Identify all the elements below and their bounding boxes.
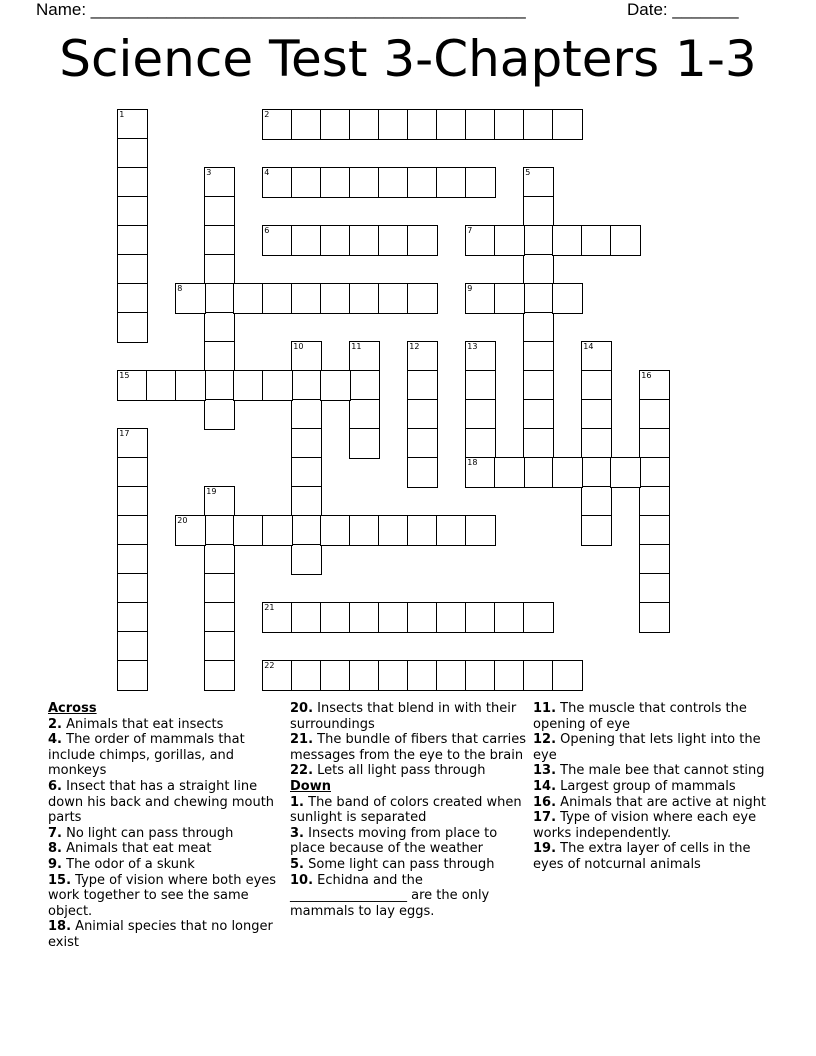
clue-item <box>48 779 286 826</box>
clue-text: Lets all light pass through <box>317 763 486 779</box>
grid-cell[interactable] <box>523 109 554 140</box>
clue-item <box>290 857 528 873</box>
grid-cell[interactable] <box>146 370 177 401</box>
grid-cell[interactable] <box>262 602 293 633</box>
grid-cell[interactable] <box>291 515 322 546</box>
clue-item <box>48 732 286 779</box>
clue-number: 1. <box>290 794 304 810</box>
grid-cell[interactable] <box>320 515 351 546</box>
clue-number: 15. <box>48 872 72 888</box>
grid-cell[interactable] <box>581 515 612 546</box>
grid-cell[interactable] <box>407 515 438 546</box>
grid-cell[interactable] <box>117 167 148 198</box>
clue-number: 20. <box>290 701 314 716</box>
clue-number-label: 10 <box>293 342 304 352</box>
grid-cell[interactable] <box>552 457 583 488</box>
grid-cell[interactable] <box>494 225 525 256</box>
grid-cell[interactable] <box>523 283 554 314</box>
clue-item <box>48 841 286 857</box>
grid-cell[interactable] <box>581 399 612 430</box>
grid-cell[interactable] <box>465 457 496 488</box>
grid-cell[interactable] <box>117 254 148 285</box>
grid-cell[interactable] <box>349 167 380 198</box>
grid-cell[interactable] <box>523 602 554 633</box>
grid-cell[interactable] <box>349 428 380 459</box>
grid-cell[interactable] <box>117 109 148 140</box>
grid-cell[interactable] <box>349 660 380 691</box>
grid-cell[interactable] <box>639 515 670 546</box>
clue-text: The odor of a skunk <box>66 856 195 872</box>
grid-cell[interactable] <box>581 486 612 517</box>
grid-cell[interactable] <box>494 602 525 633</box>
clue-number: 3. <box>290 825 304 841</box>
clues-column-3 <box>533 701 771 873</box>
grid-cell[interactable] <box>639 602 670 633</box>
grid-cell[interactable] <box>320 370 351 401</box>
grid-cell[interactable] <box>175 283 206 314</box>
grid-cell[interactable] <box>117 631 148 662</box>
across-heading: Across <box>48 701 97 716</box>
grid-cell[interactable] <box>552 283 583 314</box>
grid-cell[interactable] <box>436 109 467 140</box>
clue-number-label: 8 <box>177 284 183 294</box>
grid-cell[interactable] <box>117 515 148 546</box>
grid-cell[interactable] <box>523 312 554 343</box>
grid-cell[interactable] <box>465 515 496 546</box>
clue-number-label: 9 <box>467 284 473 294</box>
clue-item <box>48 717 286 733</box>
grid-cell[interactable] <box>204 486 235 517</box>
clue-number: 5. <box>290 856 304 872</box>
clues-column-1 <box>48 701 286 951</box>
grid-cell[interactable] <box>494 109 525 140</box>
grid-cell[interactable] <box>465 428 496 459</box>
clue-number-label: 17 <box>119 429 130 439</box>
grid-cell[interactable] <box>581 225 612 256</box>
grid-cell[interactable] <box>262 283 293 314</box>
grid-cell[interactable] <box>349 370 380 401</box>
grid-cell[interactable] <box>291 370 322 401</box>
grid-cell[interactable] <box>465 370 496 401</box>
clue-number: 18. <box>48 919 72 935</box>
grid-cell[interactable] <box>494 457 525 488</box>
grid-cell[interactable] <box>262 515 293 546</box>
clue-text: Type of vision where each eye works independently. <box>533 810 757 841</box>
grid-cell[interactable] <box>117 486 148 517</box>
clue-number: 19. <box>533 841 557 857</box>
grid-cell[interactable] <box>291 225 322 256</box>
grid-cell[interactable] <box>407 370 438 401</box>
clue-text: The order of mammals that include chimps, gorillas, and monkeys <box>48 732 245 779</box>
clue-text: Echidna and the __________________ are the only mammals to lay eggs. <box>290 872 490 919</box>
grid-cell[interactable] <box>407 457 438 488</box>
grid-cell[interactable] <box>117 370 148 401</box>
grid-cell[interactable] <box>117 196 148 227</box>
clue-item <box>533 763 771 779</box>
grid-cell[interactable] <box>320 109 351 140</box>
grid-cell[interactable] <box>378 225 409 256</box>
grid-cell[interactable] <box>436 660 467 691</box>
grid-cell[interactable] <box>320 167 351 198</box>
clue-number: 6. <box>48 778 62 794</box>
grid-cell[interactable] <box>291 602 322 633</box>
clue-number-label: 18 <box>467 458 478 468</box>
clue-number-label: 3 <box>206 168 212 178</box>
clue-item <box>290 795 528 826</box>
grid-cell[interactable] <box>523 225 554 256</box>
grid-cell[interactable] <box>523 196 554 227</box>
clue-number-label: 13 <box>467 342 478 352</box>
clue-number-label: 7 <box>467 226 473 236</box>
date-field-label: Date: _______ <box>627 0 739 19</box>
grid-cell[interactable] <box>117 428 148 459</box>
grid-cell[interactable] <box>117 283 148 314</box>
grid-cell[interactable] <box>175 370 206 401</box>
grid-cell[interactable] <box>291 283 322 314</box>
grid-cell[interactable] <box>552 660 583 691</box>
grid-cell[interactable] <box>233 283 264 314</box>
grid-cell[interactable] <box>349 225 380 256</box>
grid-cell[interactable] <box>581 370 612 401</box>
clue-text: Largest group of mammals <box>560 778 736 794</box>
clue-number-label: 16 <box>641 371 652 381</box>
clue-number: 2. <box>48 716 62 732</box>
grid-cell[interactable] <box>291 341 322 372</box>
clue-text: Opening that lets light into the eye <box>533 732 761 763</box>
grid-cell[interactable] <box>639 457 670 488</box>
grid-cell[interactable] <box>117 312 148 343</box>
grid-cell[interactable] <box>523 428 554 459</box>
clue-number-label: 11 <box>351 342 362 352</box>
grid-cell[interactable] <box>349 399 380 430</box>
grid-cell[interactable] <box>639 544 670 575</box>
grid-cell[interactable] <box>378 283 409 314</box>
grid-cell[interactable] <box>378 167 409 198</box>
grid-cell[interactable] <box>204 225 235 256</box>
name-field-label: Name: ______________________________________________ <box>36 0 526 19</box>
clue-item <box>48 919 286 950</box>
grid-cell[interactable] <box>523 399 554 430</box>
grid-cell[interactable] <box>523 167 554 198</box>
clue-number: 8. <box>48 841 62 857</box>
clue-item <box>290 826 528 857</box>
grid-cell[interactable] <box>494 660 525 691</box>
grid-cell[interactable] <box>175 515 206 546</box>
clue-number-label: 19 <box>206 487 217 497</box>
grid-cell[interactable] <box>378 660 409 691</box>
grid-cell[interactable] <box>320 283 351 314</box>
grid-cell[interactable] <box>465 602 496 633</box>
clue-number-label: 20 <box>177 516 188 526</box>
grid-cell[interactable] <box>436 515 467 546</box>
grid-cell[interactable] <box>436 602 467 633</box>
clue-number: 17. <box>533 810 557 826</box>
grid-cell[interactable] <box>407 660 438 691</box>
grid-cell[interactable] <box>552 225 583 256</box>
grid-cell[interactable] <box>262 109 293 140</box>
grid-cell[interactable] <box>349 515 380 546</box>
clue-text: Animals that eat meat <box>66 841 212 857</box>
clue-number-label: 6 <box>264 226 270 236</box>
grid-cell[interactable] <box>581 341 612 372</box>
clue-text: Type of vision where both eyes work together to see the same object. <box>48 872 277 919</box>
grid-cell[interactable] <box>407 109 438 140</box>
clue-text: Insect that has a straight line down his back and chewing mouth parts <box>48 778 275 826</box>
clue-number: 22. <box>290 763 314 779</box>
page-title: Science Test 3-Chapters 1-3 <box>59 30 757 88</box>
clue-text: The male bee that cannot sting <box>560 763 765 779</box>
clue-number: 9. <box>48 856 62 872</box>
grid-cell[interactable] <box>291 544 322 575</box>
grid-cell[interactable] <box>639 370 670 401</box>
grid-cell[interactable] <box>204 399 235 430</box>
clue-text: The muscle that controls the opening of eye <box>533 701 747 732</box>
grid-cell[interactable] <box>610 457 641 488</box>
grid-cell[interactable] <box>465 341 496 372</box>
grid-cell[interactable] <box>291 486 322 517</box>
clue-item <box>290 873 528 920</box>
grid-cell[interactable] <box>465 109 496 140</box>
grid-cell[interactable] <box>204 254 235 285</box>
clue-number: 14. <box>533 778 557 794</box>
grid-cell[interactable] <box>465 225 496 256</box>
grid-cell[interactable] <box>117 544 148 575</box>
clue-text: Animals that are active at night <box>560 794 767 810</box>
clue-number-label: 14 <box>583 342 594 352</box>
clue-item <box>290 732 528 763</box>
clue-text: Insects that blend in with their surroundings <box>290 701 517 732</box>
grid-cell[interactable] <box>581 457 612 488</box>
grid-cell[interactable] <box>204 370 235 401</box>
clue-number: 12. <box>533 732 557 748</box>
clue-item <box>533 841 771 872</box>
grid-cell[interactable] <box>204 515 235 546</box>
grid-cell[interactable] <box>552 109 583 140</box>
grid-cell[interactable] <box>117 660 148 691</box>
clues-column-2 <box>290 701 528 919</box>
clue-text: The extra layer of cells in the eyes of notcurnal animals <box>533 841 751 872</box>
clue-number-label: 4 <box>264 168 270 178</box>
grid-cell[interactable] <box>204 167 235 198</box>
grid-cell[interactable] <box>378 515 409 546</box>
grid-cell[interactable] <box>320 660 351 691</box>
grid-cell[interactable] <box>291 428 322 459</box>
grid-cell[interactable] <box>262 370 293 401</box>
grid-cell[interactable] <box>262 167 293 198</box>
clue-number-label: 21 <box>264 603 275 613</box>
grid-cell[interactable] <box>233 515 264 546</box>
grid-cell[interactable] <box>320 225 351 256</box>
grid-cell[interactable] <box>204 341 235 372</box>
clue-number-label: 12 <box>409 342 420 352</box>
clue-item <box>533 732 771 763</box>
grid-cell[interactable] <box>204 283 235 314</box>
clue-text: Animals that eat insects <box>66 716 224 732</box>
clue-number: 4. <box>48 732 62 748</box>
clue-number: 11. <box>533 701 557 716</box>
grid-cell[interactable] <box>639 428 670 459</box>
grid-cell[interactable] <box>204 660 235 691</box>
grid-cell[interactable] <box>291 457 322 488</box>
grid-cell[interactable] <box>262 660 293 691</box>
clue-item <box>48 873 286 920</box>
clue-item <box>533 779 771 795</box>
grid-cell[interactable] <box>204 312 235 343</box>
grid-cell[interactable] <box>291 167 322 198</box>
grid-cell[interactable] <box>523 370 554 401</box>
grid-cell[interactable] <box>233 370 264 401</box>
grid-cell[interactable] <box>349 602 380 633</box>
grid-cell[interactable] <box>291 660 322 691</box>
grid-cell[interactable] <box>407 341 438 372</box>
grid-cell[interactable] <box>349 341 380 372</box>
clue-item <box>290 763 528 779</box>
grid-cell[interactable] <box>465 283 496 314</box>
clue-item <box>533 701 771 732</box>
clue-text: No light can pass through <box>66 825 234 841</box>
clue-item <box>533 810 771 841</box>
clue-item <box>48 826 286 842</box>
grid-cell[interactable] <box>117 457 148 488</box>
clue-text: Insects moving from place to place because of the weather <box>290 825 498 857</box>
grid-cell[interactable] <box>523 660 554 691</box>
grid-cell[interactable] <box>117 602 148 633</box>
grid-cell[interactable] <box>291 399 322 430</box>
grid-cell[interactable] <box>291 109 322 140</box>
down-heading: Down <box>290 778 331 794</box>
grid-cell[interactable] <box>639 573 670 604</box>
grid-cell[interactable] <box>320 602 351 633</box>
grid-cell[interactable] <box>465 167 496 198</box>
grid-cell[interactable] <box>407 399 438 430</box>
clue-number: 7. <box>48 825 62 841</box>
clue-text: The band of colors created when sunlight is separated <box>290 794 522 826</box>
clue-number-label: 5 <box>525 168 531 178</box>
grid-cell[interactable] <box>523 254 554 285</box>
clue-item <box>48 857 286 873</box>
grid-cell[interactable] <box>465 399 496 430</box>
grid-cell[interactable] <box>117 225 148 256</box>
grid-cell[interactable] <box>117 138 148 169</box>
clue-number: 16. <box>533 794 557 810</box>
clue-text: Some light can pass through <box>308 856 495 872</box>
grid-cell[interactable] <box>407 428 438 459</box>
grid-cell[interactable] <box>436 167 467 198</box>
clue-number: 13. <box>533 763 557 779</box>
clue-item <box>533 795 771 811</box>
clue-number-label: 22 <box>264 661 275 671</box>
grid-cell[interactable] <box>378 109 409 140</box>
clue-number-label: 2 <box>264 110 270 120</box>
clue-item <box>290 701 528 732</box>
grid-cell[interactable] <box>204 196 235 227</box>
grid-cell[interactable] <box>639 486 670 517</box>
clue-text: Animial species that no longer exist <box>48 919 273 950</box>
grid-cell[interactable] <box>610 225 641 256</box>
grid-cell[interactable] <box>523 341 554 372</box>
grid-cell[interactable] <box>523 457 554 488</box>
grid-cell[interactable] <box>349 283 380 314</box>
grid-cell[interactable] <box>407 225 438 256</box>
grid-cell[interactable] <box>204 602 235 633</box>
grid-cell[interactable] <box>262 225 293 256</box>
grid-cell[interactable] <box>117 573 148 604</box>
grid-cell[interactable] <box>204 631 235 662</box>
clue-number: 10. <box>290 872 314 888</box>
clue-number-label: 15 <box>119 371 130 381</box>
grid-cell[interactable] <box>407 167 438 198</box>
clue-number-label: 1 <box>119 110 125 120</box>
grid-cell[interactable] <box>378 602 409 633</box>
grid-cell[interactable] <box>465 660 496 691</box>
grid-cell[interactable] <box>581 428 612 459</box>
grid-cell[interactable] <box>407 602 438 633</box>
clue-text: The bundle of fibers that carries messages from the eye to the brain <box>290 732 527 763</box>
grid-cell[interactable] <box>349 109 380 140</box>
grid-cell[interactable] <box>494 283 525 314</box>
clue-number: 21. <box>290 732 314 748</box>
grid-cell[interactable] <box>204 544 235 575</box>
grid-cell[interactable] <box>639 399 670 430</box>
grid-cell[interactable] <box>407 283 438 314</box>
grid-cell[interactable] <box>204 573 235 604</box>
